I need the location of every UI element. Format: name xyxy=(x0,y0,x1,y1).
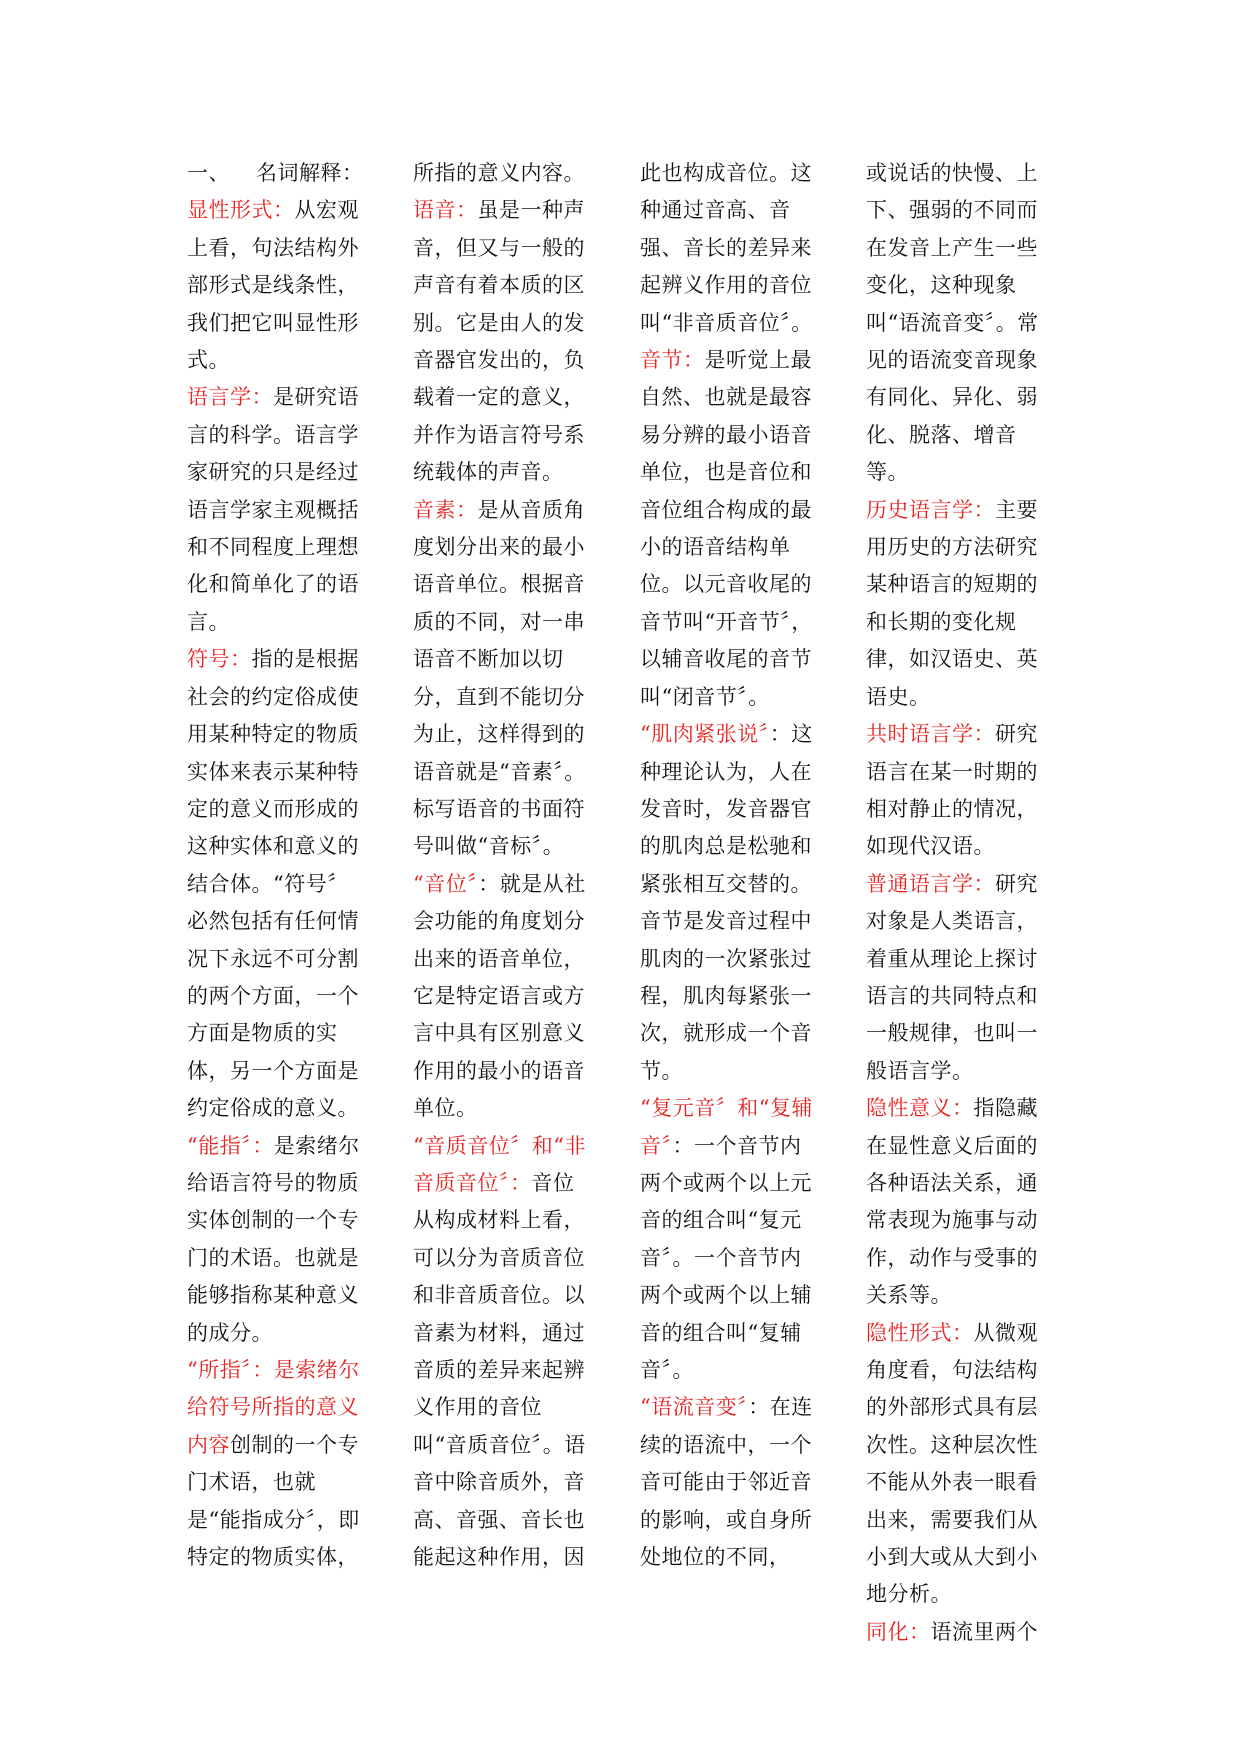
entry-term: 隐性意义： xyxy=(866,1096,974,1121)
entry-definition: 音位从构成材料上看，可以分为音质音位和非音质音位。以音素为材料，通过音质的差异来起辨义作用的音位叫“音质音位〞。语音中除音质外，音高、音强、音长也能起这种作用，因 xyxy=(413,1170,586,1570)
glossary-entry xyxy=(413,492,593,866)
glossary-entry xyxy=(187,192,367,379)
text-column-3 xyxy=(640,155,820,1576)
entry-definition: ：在连续的语流中，一个音可能由于邻近音的影响，或自身所处地位的不同， xyxy=(640,1395,813,1570)
glossary-entry xyxy=(187,1352,367,1576)
glossary-entry xyxy=(413,192,593,491)
glossary-entry xyxy=(866,1090,1046,1314)
glossary-entry xyxy=(187,641,367,1127)
entry-definition: 是索绪尔给语言符号的物质实体创制的一个专门的术语。也就是能够指称某种意义的成分。 xyxy=(187,1133,360,1345)
entry-term: 历史语言学： xyxy=(866,497,995,522)
section-title: 名词解释： xyxy=(256,161,364,185)
entry-definition: 指的是根据社会的约定俗成使用某种特定的物质实体来表示某种特定的意义而形成的这种实体和意义的结合体。“符号〞必然包括有任何情况下永远不可分割的两个方面，一个方面是物质的实体，另一个方面是约定俗成的意义。 xyxy=(187,647,359,1121)
entry-term: 同化： xyxy=(866,1619,931,1644)
entry-definition: 语流里两个 xyxy=(930,1619,1038,1644)
entry-definition: 虽是一种声音，但又与一般的声音有着本质的区别。它是由人的发音器官发出的，负载着一定的意义，并作为语言符号系统载体的声音。 xyxy=(413,198,585,485)
entry-term: 语言学： xyxy=(187,385,273,410)
glossary-entry xyxy=(866,1315,1046,1614)
entry-definition: 从宏观上看，句法结构外部形式是线条性，我们把它叫显性形式。 xyxy=(187,198,359,373)
entry-definition: 所指的意义内容。 xyxy=(413,161,585,185)
section-number: 一、 xyxy=(187,161,230,185)
entry-term: 音素： xyxy=(413,497,478,522)
glossary-entry xyxy=(640,1389,820,1576)
entry-definition: 研究语言在某一时期的相对静止的情况，如现代汉语。 xyxy=(866,722,1038,859)
entry-term: “能指〞： xyxy=(187,1133,274,1158)
text-column-2 xyxy=(413,155,593,1576)
entry-term: 语音： xyxy=(413,198,478,223)
glossary-entry xyxy=(640,1090,820,1389)
glossary-entry xyxy=(187,379,367,641)
entry-definition: 研究对象是人类语言，着重从理论上探讨语言的共同特点和一般规律，也叫一般语言学。 xyxy=(866,871,1038,1083)
entry-term: 符号： xyxy=(187,647,252,672)
entry-definition: 是研究语言的科学。语言学家研究的只是经过语言学家主观概括和不同程度上理想化和简单化了的语言。 xyxy=(187,385,359,634)
entry-definition: 是从音质角度划分出来的最小语音单位。根据音质的不同，对一串语音不断加以切分，直到不能切分为止，这样得到的语音就是“音素〞。标写语音的书面符号叫做“音标〞。 xyxy=(413,497,586,859)
glossary-entry xyxy=(187,1128,367,1352)
entry-term: “音质音位〞和“非音质音位〞： xyxy=(413,1133,586,1195)
entry-definition: ：就是从社会功能的角度划分出来的语音单位，它是特定语言或方言中具有区别意义作用的最小的语音单位。 xyxy=(413,871,586,1121)
entry-definition: 或说话的快慢、上下、强弱的不同而在发音上产生一些变化，这种现象叫“语流音变〞。常见的语流变音现象有同化、异化、弱化、脱落、增音等。 xyxy=(866,161,1039,485)
glossary-entry xyxy=(866,866,1046,1090)
glossary-entry-continued xyxy=(413,155,593,192)
entry-definition: 从微观角度看，句法结构的外部形式具有层次性。这种层次性不能从外表一眼看出来，需要我们从小到大或从大到小地分析。 xyxy=(866,1320,1038,1607)
glossary-entry xyxy=(640,716,820,1090)
entry-term: “语流音变〞 xyxy=(640,1395,749,1420)
entry-definition: ：一个音节内两个或两个以上元音的组合叫“复元音〞。一个音节内两个或两个以上辅音的组合叫“复辅音〞。 xyxy=(640,1133,812,1382)
section-heading xyxy=(187,155,367,192)
entry-definition: 指隐藏在显性意义后面的各种语法关系，通常表现为施事与动作，动作与受事的关系等。 xyxy=(866,1096,1038,1308)
entry-term: 普通语言学： xyxy=(866,871,995,896)
glossary-entry xyxy=(640,342,820,716)
entry-term: 音节： xyxy=(640,348,705,373)
entry-term: 显性形式： xyxy=(187,198,295,223)
text-column-1 xyxy=(187,155,367,1576)
glossary-entry xyxy=(413,866,593,1128)
glossary-entry xyxy=(413,1128,593,1577)
entry-definition: 主要用历史的方法研究某种语言的短期的和长期的变化规律，如汉语史、英语史。 xyxy=(866,497,1038,709)
glossary-entry-continued xyxy=(866,155,1046,492)
glossary-entry xyxy=(866,1614,1046,1651)
entry-term: 隐性形式： xyxy=(866,1320,974,1345)
entry-term: 共时语言学： xyxy=(866,722,995,747)
entry-term: “所指〞：是索绪尔给符号所指的意义内容 xyxy=(187,1358,360,1457)
entry-term: “复元音〞和“复辅音〞 xyxy=(640,1096,813,1158)
text-column-4 xyxy=(866,155,1046,1651)
entry-definition: ：这种理论认为，人在发音时，发音器官的肌肉总是松驰和紧张相互交替的。音节是发音过程中肌肉的一次紧张过程，肌肉每紧张一次，就形成一个音节。 xyxy=(640,722,813,1083)
entry-term: “音位〞 xyxy=(413,871,479,896)
glossary-entry xyxy=(866,716,1046,866)
entry-definition: 创制的一个专门术语，也就是“能指成分〞，即特定的物质实体， xyxy=(187,1432,360,1570)
entry-definition: 是听觉上最自然、也就是最容易分辨的最小语音单位，也是音位和音位组合构成的最小的语音结构单位。以元音收尾的音节叫“开音节〞，以辅音收尾的音节叫“闭音节〞。 xyxy=(640,348,813,709)
entry-definition: 此也构成音位。这种通过音高、音强、音长的差异来起辨义作用的音位叫“非音质音位〞。 xyxy=(640,161,813,335)
glossary-entry xyxy=(866,492,1046,716)
entry-term: “肌肉紧张说〞 xyxy=(640,722,770,747)
glossary-entry-continued xyxy=(640,155,820,342)
